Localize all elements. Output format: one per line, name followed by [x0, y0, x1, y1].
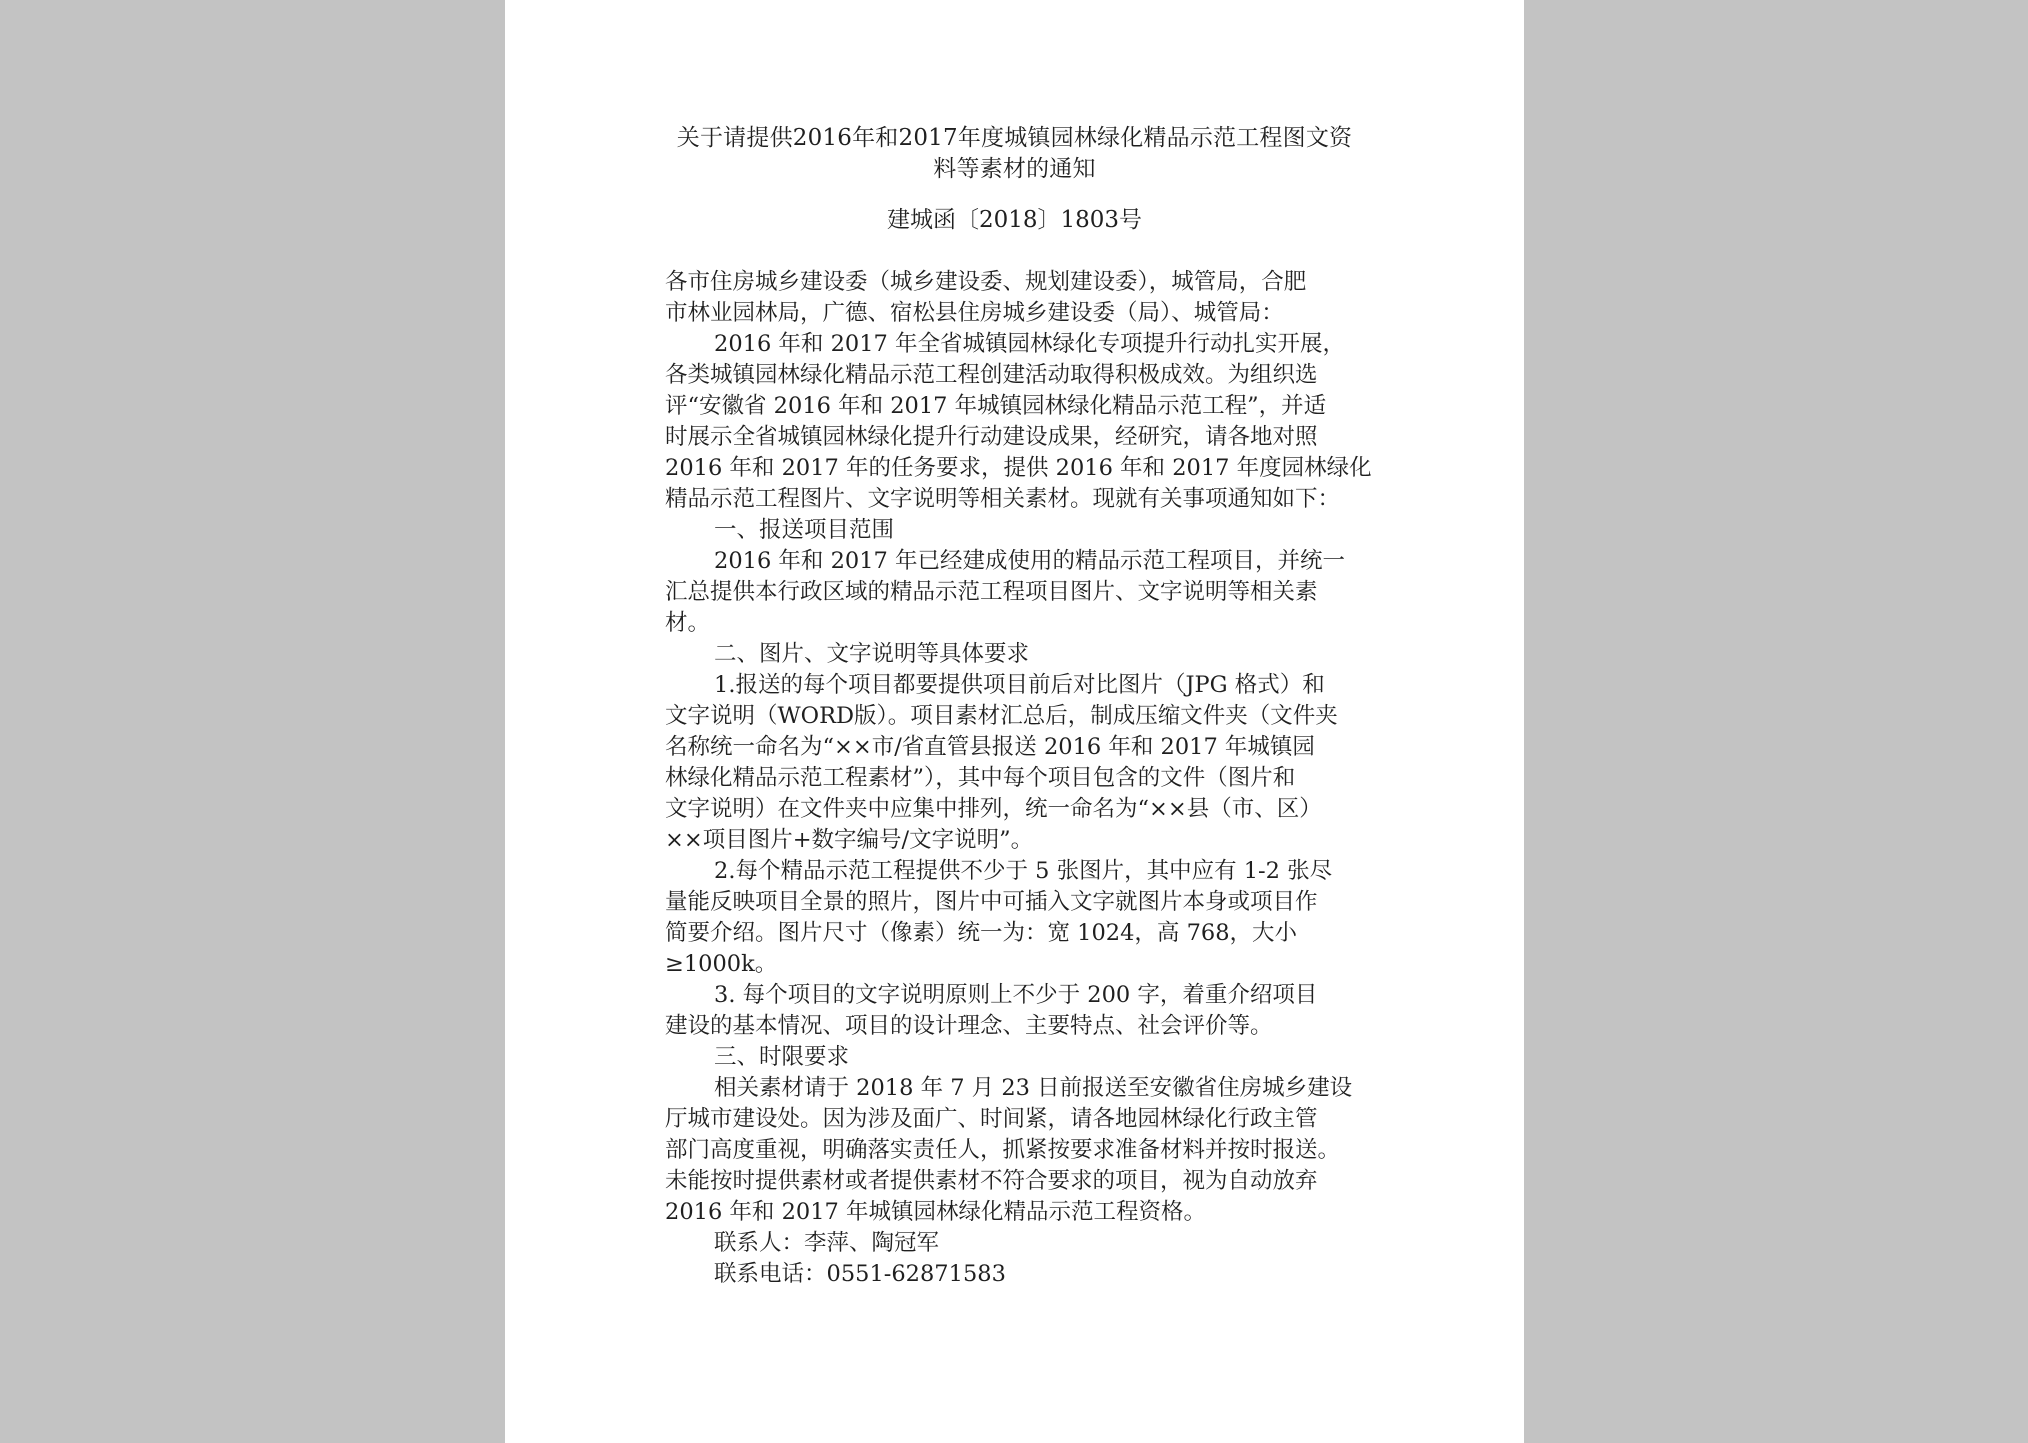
body-text-line: 材。: [665, 610, 711, 636]
body-text-line: 相关素材请于 2018 年 7 月 23 日前报送至安徽省住房城乡建设: [714, 1075, 1353, 1101]
body-text-line: 林绿化精品示范工程素材”），其中每个项目包含的文件（图片和: [665, 765, 1296, 791]
body-text-line: 时展示全省城镇园林绿化提升行动建设成果，经研究，请各地对照: [665, 424, 1318, 450]
body-text-line: 文字说明（WORD版）。项目素材汇总后，制成压缩文件夹（文件夹: [665, 703, 1338, 729]
body-text-line: 简要介绍。图片尺寸（像素）统一为：宽 1024，高 768，大小: [665, 920, 1298, 946]
body-text-line: ××项目图片+数字编号/文字说明”。: [665, 827, 1034, 853]
body-text-line: 建设的基本情况、项目的设计理念、主要特点、社会评价等。: [665, 1013, 1273, 1039]
body-text-line: 评“安徽省 2016 年和 2017 年城镇园林绿化精品示范工程”，并适: [665, 393, 1327, 419]
body-text-line: 未能按时提供素材或者提供素材不符合要求的项目，视为自动放弃: [665, 1168, 1318, 1194]
document-title: [505, 123, 1524, 185]
body-text-line: 汇总提供本行政区域的精品示范工程项目图片、文字说明等相关素: [665, 579, 1318, 605]
body-text-line: 名称统一命名为“××市/省直管县报送 2016 年和 2017 年城镇园: [665, 734, 1315, 760]
body-text-line: 2016 年和 2017 年已经建成使用的精品示范工程项目，并统一: [714, 548, 1345, 574]
body-text-line: 一、报送项目范围: [714, 517, 895, 543]
body-text-line: 量能反映项目全景的照片，图片中可插入文字就图片本身或项目作: [665, 889, 1318, 915]
body-text-line: 市林业园林局，广德、宿松县住房城乡建设委（局）、城管局：: [665, 300, 1284, 326]
title-line-2: 料等素材的通知: [933, 156, 1096, 182]
body-text-line: 各市住房城乡建设委（城乡建设委、规划建设委），城管局，合肥: [665, 269, 1307, 295]
body-text-line: 二、图片、文字说明等具体要求: [714, 641, 1030, 667]
body-text-line: 厅城市建设处。因为涉及面广、时间紧，请各地园林绿化行政主管: [665, 1106, 1318, 1132]
body-text-line: 2016 年和 2017 年全省城镇园林绿化专项提升行动扎实开展，: [714, 331, 1345, 357]
body-text-line: 部门高度重视，明确落实责任人，抓紧按要求准备材料并按时报送。: [665, 1137, 1341, 1163]
body-text-line: 联系电话：0551-62871583: [714, 1261, 1006, 1287]
body-text-line: 各类城镇园林绿化精品示范工程创建活动取得积极成效。为组织选: [665, 362, 1318, 388]
body-text-line: 2016 年和 2017 年的任务要求，提供 2016 年和 2017 年度园林绿化: [665, 455, 1372, 481]
body-text-line: 3. 每个项目的文字说明原则上不少于 200 字，着重介绍项目: [714, 982, 1318, 1008]
body-text-line: 三、时限要求: [714, 1044, 850, 1070]
body-text-line: 文字说明）在文件夹中应集中排列，统一命名为“××县（市、区）: [665, 796, 1322, 822]
title-line-1: 关于请提供2016年和2017年度城镇园林绿化精品示范工程图文资: [676, 125, 1353, 151]
body-text-line: 1.报送的每个项目都要提供项目前后对比图片（JPG 格式）和: [714, 672, 1325, 698]
body-text-line: 联系人：李萍、陶冠军: [714, 1230, 940, 1256]
document-number: 建城函〔2018〕1803号: [886, 207, 1143, 233]
body-text-line: 2016 年和 2017 年城镇园林绿化精品示范工程资格。: [665, 1199, 1206, 1225]
body-text-line: ≥1000k。: [665, 951, 778, 977]
document-body: [665, 267, 1385, 1290]
document-page: [505, 0, 1524, 1443]
body-text-line: 2.每个精品示范工程提供不少于 5 张图片，其中应有 1-2 张尽: [714, 858, 1333, 884]
body-text-line: 精品示范工程图片、文字说明等相关素材。现就有关事项通知如下：: [665, 486, 1341, 512]
